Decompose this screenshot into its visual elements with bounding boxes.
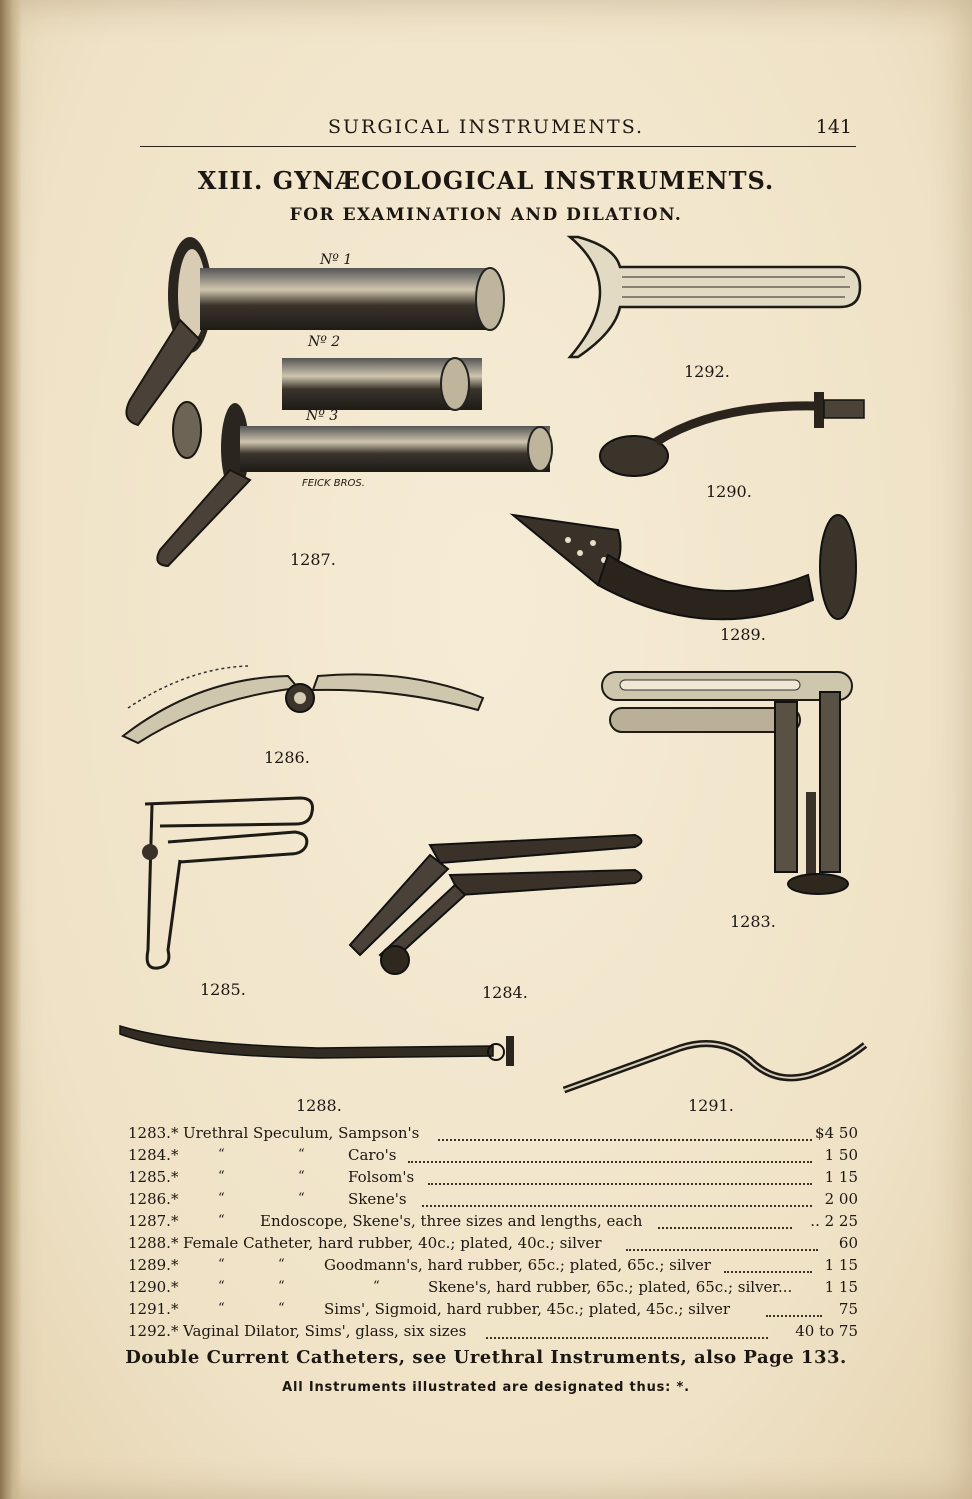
item-price: 40 to 75 (795, 1322, 858, 1340)
price-row (128, 1320, 858, 1342)
item-description: Skene's (348, 1190, 407, 1208)
speculum-1284-illustration (330, 825, 650, 1005)
engraved-number-2: Nº 2 (308, 334, 341, 350)
ditto-mark: “ (218, 1191, 225, 1206)
item-price: $4 50 (815, 1124, 858, 1142)
figure-label-1291: 1291. (688, 1096, 734, 1115)
ditto-mark: “ (218, 1147, 225, 1162)
ditto-mark: “ (278, 1257, 285, 1272)
item-number: 1286.* (128, 1190, 179, 1208)
figure-label-1286: 1286. (264, 748, 310, 767)
item-description: Caro's (348, 1146, 397, 1164)
page-number: 141 (815, 116, 852, 138)
item-description: Urethral Speculum, Sampson's (183, 1124, 420, 1142)
leader-dots (438, 1137, 812, 1141)
ditto-mark: “ (218, 1257, 225, 1272)
leader-dots (658, 1225, 792, 1229)
price-row (128, 1276, 858, 1298)
item-number: 1284.* (128, 1146, 179, 1164)
speculum-1285-illustration (120, 790, 320, 1000)
item-description: Folsom's (348, 1168, 415, 1186)
leader-dots (422, 1203, 812, 1207)
figure-label-1292: 1292. (684, 362, 730, 381)
price-row (128, 1188, 858, 1210)
designation-note: All Instruments illustrated are designated thus: *. (282, 1380, 690, 1395)
cross-reference-note: Double Current Catheters, see Urethral Instruments, also Page 133. (125, 1347, 847, 1368)
running-title: SURGICAL INSTRUMENTS. (328, 116, 645, 138)
ditto-mark: “ (298, 1147, 305, 1162)
item-number: 1283.* (128, 1124, 179, 1142)
figure-1288-female-catheter (118, 1016, 528, 1116)
item-number: 1290.* (128, 1278, 179, 1296)
item-price: 1 50 (824, 1146, 858, 1164)
item-description: Sims', Sigmoid, hard rubber, 45c.; plated, 45c.; silver (324, 1300, 730, 1318)
item-price: 1 15 (824, 1256, 858, 1274)
figure-label-1289: 1289. (720, 625, 766, 644)
price-row (128, 1122, 858, 1144)
price-row (128, 1232, 858, 1254)
figure-1290-catheter (596, 384, 876, 504)
ditto-mark: “ (298, 1191, 305, 1206)
item-price: 1 15 (824, 1168, 858, 1186)
ditto-mark: “ (298, 1169, 305, 1184)
item-number: 1288.* (128, 1234, 179, 1252)
leader-dots (408, 1159, 812, 1163)
ditto-mark: “ (278, 1301, 285, 1316)
ditto-mark: “ (218, 1279, 225, 1294)
item-number: 1291.* (128, 1300, 179, 1318)
item-price: 60 (838, 1234, 858, 1252)
engraved-number-3: Nº 3 (306, 408, 339, 424)
section-title: XIII. GYNÆCOLOGICAL INSTRUMENTS. (197, 166, 775, 195)
ditto-mark: “ (218, 1213, 225, 1228)
item-number: 1289.* (128, 1256, 179, 1274)
leader-dots (766, 1313, 822, 1317)
item-description: Endoscope, Skene's, three sizes and lengths, each (260, 1212, 643, 1230)
item-description: Vaginal Dilator, Sims', glass, six sizes (183, 1322, 467, 1340)
item-price: 1 15 (824, 1278, 858, 1296)
item-number: 1292.* (128, 1322, 179, 1340)
catheter-1289-illustration (508, 505, 878, 655)
figure-label-1284: 1284. (482, 983, 528, 1002)
figure-1289-curved-catheter (508, 505, 878, 655)
price-row (128, 1298, 858, 1320)
figure-1285-wire-speculum (120, 790, 320, 1000)
price-list (128, 1122, 858, 1342)
figure-label-1283: 1283. (730, 912, 776, 931)
figure-1291-sigmoid-catheter (560, 1030, 870, 1120)
figure-1286-bivalve-speculum (118, 648, 488, 773)
engraved-number-1: Nº 1 (320, 252, 353, 268)
ditto-mark: “ (218, 1301, 225, 1316)
ditto-mark: “ (218, 1169, 225, 1184)
figure-label-1290: 1290. (706, 482, 752, 501)
price-row (128, 1254, 858, 1276)
section-subtitle: FOR EXAMINATION AND DILATION. (289, 205, 683, 225)
item-number: 1285.* (128, 1168, 179, 1186)
price-row (128, 1210, 858, 1232)
leader-dots (626, 1247, 818, 1251)
figure-1292-vaginal-dilator (560, 232, 870, 382)
figure-1284-caros-speculum (330, 825, 650, 1005)
engraved-maker-mark: FEICK BROS. (302, 478, 365, 489)
leader-dots (724, 1269, 812, 1273)
item-price: 75 (838, 1300, 858, 1318)
figure-label-1287: 1287. (290, 550, 336, 569)
price-row (128, 1144, 858, 1166)
vaginal-dilator-illustration (560, 232, 870, 382)
ditto-mark: “ (278, 1279, 285, 1294)
item-description: Skene's, hard rubber, 65c.; plated, 65c.; silver... (428, 1278, 793, 1296)
item-price: 2 00 (824, 1190, 858, 1208)
item-price: .. 2 25 (810, 1212, 858, 1230)
ditto-mark: “ (373, 1279, 380, 1294)
item-description: Female Catheter, hard rubber, 40c.; plated, 40c.; silver (183, 1234, 602, 1252)
item-description: Goodmann's, hard rubber, 65c.; plated, 65c.; silver (324, 1256, 711, 1274)
figure-label-1288: 1288. (296, 1096, 342, 1115)
leader-dots (486, 1335, 768, 1339)
figure-1287-speculum-set (110, 230, 570, 590)
figure-label-1285: 1285. (200, 980, 246, 999)
running-header (140, 116, 856, 147)
speculum-set-illustration (110, 230, 570, 590)
price-row (128, 1166, 858, 1188)
item-number: 1287.* (128, 1212, 179, 1230)
leader-dots (428, 1181, 812, 1185)
